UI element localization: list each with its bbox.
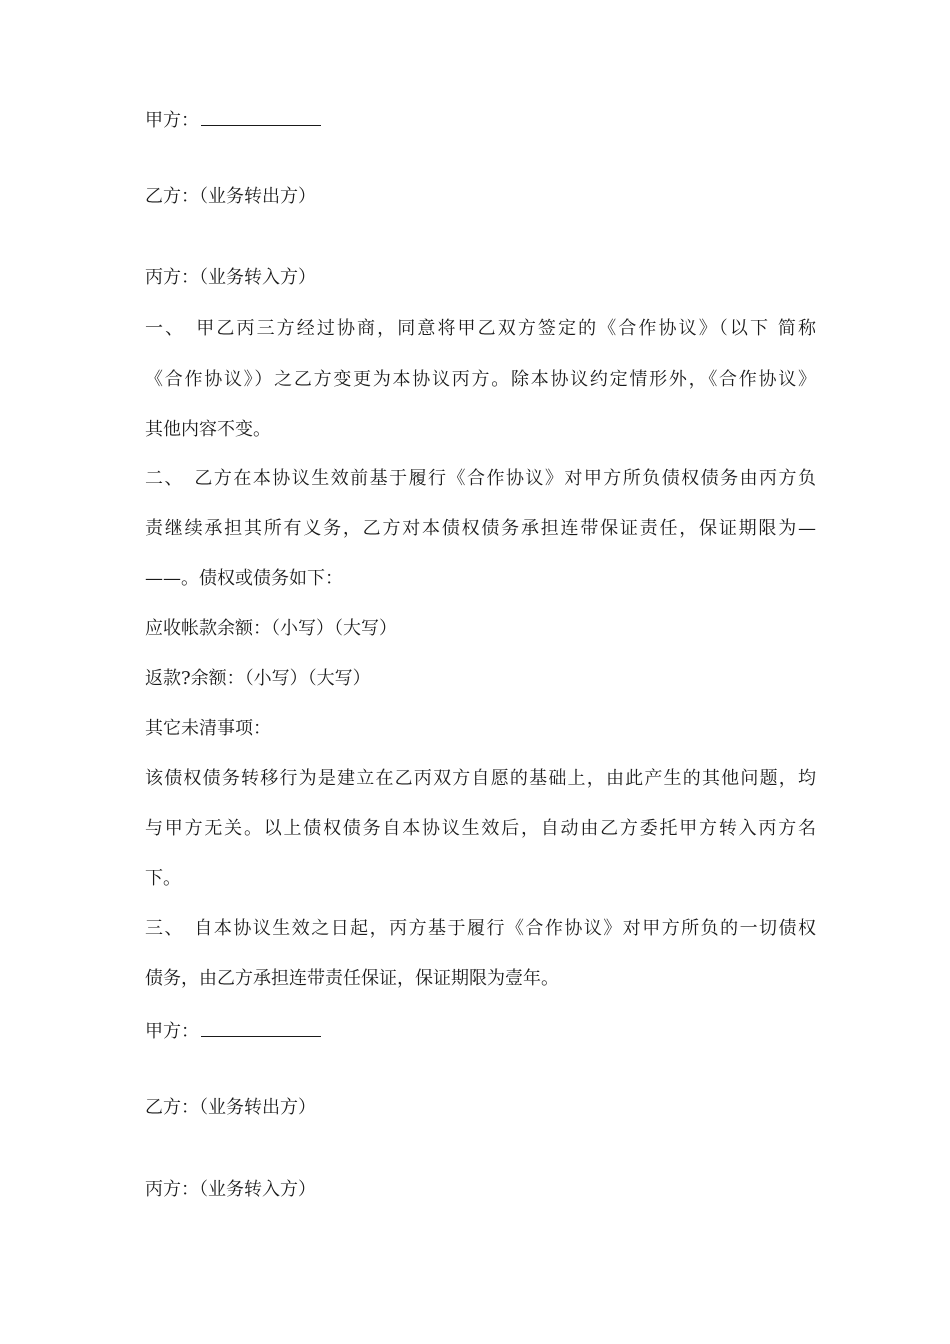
party-a-signature: [145, 1020, 321, 1041]
repayment-balance: 返款?余额：（小写）（大写）: [145, 668, 371, 689]
clause-1-text-1: 一、 甲乙丙三方经过协商，同意将甲乙双方签定的《合作协议》（以下 简称: [145, 318, 816, 339]
transfer-note-text-1: 该债权债务转移行为是建立在乙丙双方自愿的基础上，由此产生的其他问题，均: [145, 768, 816, 789]
transfer-note-text-2: 与甲方无关。以上债权债务自本协议生效后，自动由乙方委托甲方转入丙方名: [145, 818, 816, 839]
party-a-label: 甲方：: [145, 110, 199, 131]
clause-3-text-1: 三、 自本协议生效之日起，丙方基于履行《合作协议》对甲方所负的一切债权: [145, 918, 816, 939]
party-c-header: 丙方：（业务转入方）: [145, 267, 316, 288]
clause-3-line-1: [145, 920, 816, 938]
clause-1-line-1: [145, 320, 816, 338]
clause-1-text-2: 《合作协议》）之乙方变更为本协议丙方。除本协议约定情形外，《合作协议》: [145, 369, 816, 390]
clause-2-text-1: 二、 乙方在本协议生效前基于履行《合作协议》对甲方所负债权债务由丙方负: [145, 468, 816, 489]
clause-1-line-3: 其他内容不变。: [145, 419, 271, 440]
party-a-signature-label: 甲方：: [145, 1021, 199, 1042]
clause-2-line-2: [145, 520, 816, 538]
party-a-header: [145, 109, 321, 130]
clause-2-text-2: 责继续承担其所有义务，乙方对本债权债务承担连带保证责任，保证期限为—: [145, 518, 816, 539]
clause-3-line-2: 债务，由乙方承担连带责任保证，保证期限为壹年。: [145, 968, 559, 989]
clause-1-line-2: [145, 371, 816, 389]
party-b-signature: 乙方：（业务转出方）: [145, 1097, 316, 1118]
clause-2-line-1: [145, 470, 816, 488]
transfer-note-line-1: [145, 770, 816, 788]
transfer-note-line-2: [145, 820, 816, 838]
receivable-balance: 应收帐款余额：（小写）（大写）: [145, 618, 397, 639]
other-outstanding-items: 其它未清事项：: [145, 718, 271, 739]
party-a-signature-blank: [201, 1020, 321, 1037]
party-b-header: 乙方：（业务转出方）: [145, 186, 316, 207]
party-c-signature: 丙方：（业务转入方）: [145, 1179, 316, 1200]
party-a-blank: [201, 109, 321, 126]
clause-2-line-3: ——。债权或债务如下：: [145, 568, 343, 589]
transfer-note-line-3: 下。: [145, 868, 181, 889]
